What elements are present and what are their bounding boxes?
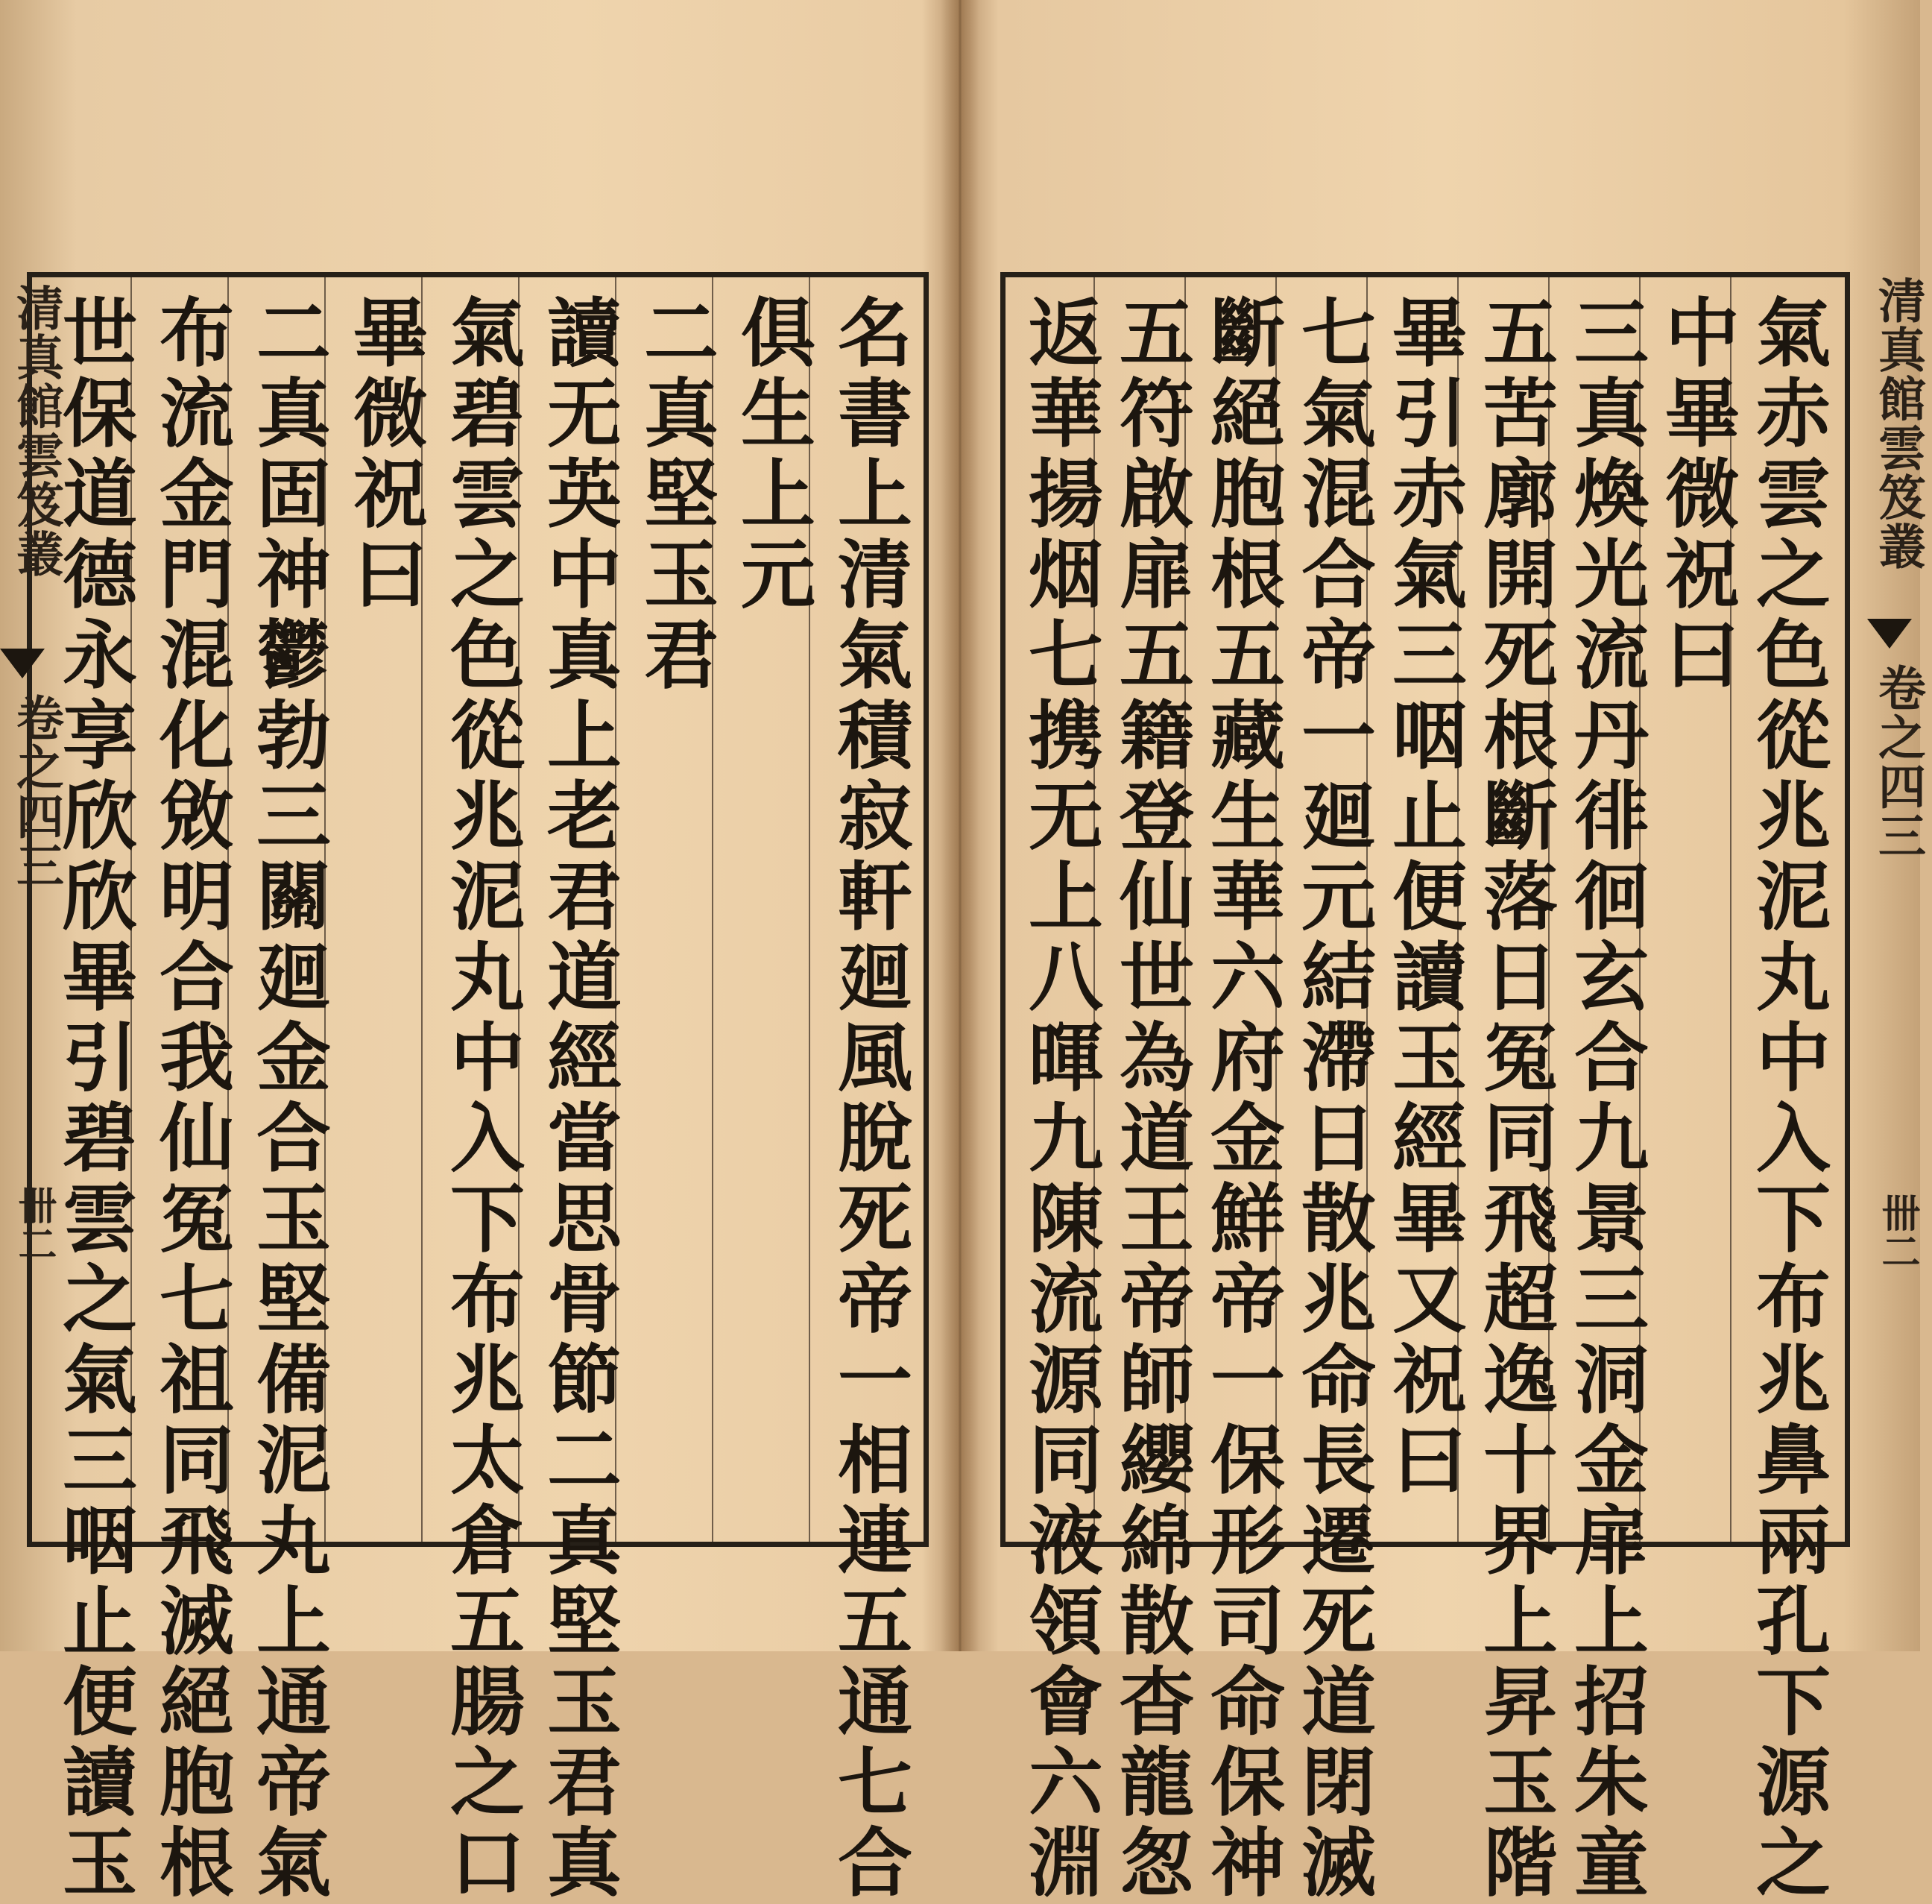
text-column: 讀无英中真上老君道經當思骨節二真堅玉君真 [534,294,622,1904]
text-column: 返華揚烟七携无上八暉九陳流源同液領會六淵 [1016,294,1104,1904]
left-margin-volume: 卷之四三 [8,693,64,890]
right-margin-title: 清真館雲笈叢 [1870,276,1926,571]
text-column: 畢微祝曰 [341,294,429,616]
text-column: 中畢微祝曰 [1652,294,1740,696]
text-column: 布流金門混化敓明合我仙冤七祖同飛滅絕胞根 [147,294,235,1904]
text-column: 二真堅玉君 [631,294,719,696]
left-margin-title: 清真館雲笈叢 [8,283,64,579]
text-column: 二真固神鬱勃三關廻金合玉堅備泥丸上通帝氣 [244,294,332,1904]
right-page-frame [1000,272,1850,1904]
text-column: 名書上清氣積寂軒廻風脫死帝一相連五通七合 [825,294,913,1904]
fish-tail-mark [1867,619,1912,649]
text-column: 氣赤雲之色從兆泥丸中入下布兆鼻兩孔下源之 [1743,294,1831,1904]
text-column: 畢引赤氣三咽止便讀玉經畢又祝曰 [1380,294,1468,1501]
text-column: 五符啟扉五籍登仙世為道王帝師纓綿散杳龍怱 [1107,294,1195,1904]
right-margin-volume: 卷之四三 [1870,663,1926,860]
right-page-number: 卌二 [1875,1193,1920,1270]
gutter-shadow [941,0,979,1651]
text-column: 斷絕胞根五藏生華六府金鮮帝一保形司命保神 [1198,294,1286,1904]
text-column: 五苦廓開死根斷落日冤同飛超逸十界上昇玉階 [1471,294,1559,1904]
left-page-number: 卌二 [11,1185,57,1263]
text-column: 三真煥光流丹徘徊玄合九景三洞金扉上招朱童 [1562,294,1650,1904]
text-column: 七氣混合帝一廻元結滯日散兆命長遷死道閉滅 [1289,294,1377,1904]
text-column: 世保道德永享欣欣畢引碧雲之氣三咽止便讀玉 [50,294,138,1904]
text-column: 俱生上元 [728,294,816,616]
left-page-frame [27,272,929,1904]
text-column: 氣碧雲之色從兆泥丸中入下布兆太倉五腸之口 [438,294,525,1904]
